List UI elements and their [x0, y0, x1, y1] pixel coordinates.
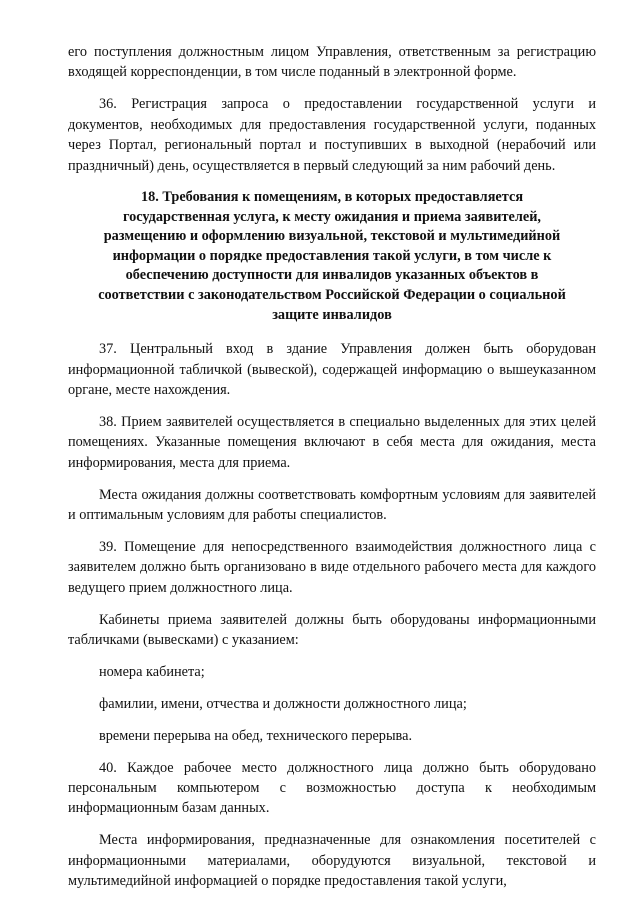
- list-item-cabinet-number: номера кабинета;: [99, 663, 205, 680]
- paragraph-waiting-places: Места ожидания должны соответствовать комфортным условиям для заявителей и оптимальным условиям для работы специалистов.: [68, 486, 596, 523]
- paragraph-info-places: Места информирования, предназначенные для ознакомления посетителей с информационными материалами, оборудуются визуальной, текстовой и мультимедийной информацией о порядке предоставления такой услуги,: [68, 832, 596, 890]
- paragraph-39: 39. Помещение для непосредственного взаимодействия должностного лица с заявителем должно быть организовано в виде отдельного рабочего места для каждого ведущего прием должностного лица.: [68, 538, 596, 596]
- list-item-break-time: времени перерыва на обед, технического перерыва.: [99, 727, 413, 744]
- paragraph-36: 36. Регистрация запроса о предоставлении государственной услуги и документов, необходимых для предоставления государственной услуги, поданных через Портал, региональный портал и поступивших в выходной (нерабочий или праздничный) день, осуществляется в первый следующий за ним рабочий день.: [68, 96, 596, 174]
- paragraph-38: 38. Прием заявителей осуществляется в специально выделенных для этих целей помещениях. Указанные помещения включают в себя места для ожидания, места информирования, места для приема.: [68, 413, 596, 471]
- paragraph-37: 37. Центральный вход в здание Управления должен быть оборудован информационной табличкой (вывеской), содержащей информацию о вышеуказанном органе, месте нахождения.: [68, 341, 596, 398]
- section-heading: 18. Требования к помещениям, в которых предоставляется государственная услуга, к месту ожидания и приема заявителей, размещению и оформлению визуальной, текстовой и мультимедийной информации о порядке предоставления такой услуги, в том числе к обеспечению доступности для инвалидов указанных объектов в соответствии с законодательством Российской Федерации о социальной защите инвалидов: [98, 188, 566, 323]
- list-item-full-name: фамилии, имени, отчества и должности должностного лица;: [99, 695, 467, 712]
- paragraph-cabinets: Кабинеты приема заявителей должны быть оборудованы информационными табличками (вывесками) с указанием:: [68, 611, 596, 648]
- document-page: [68, 42, 596, 903]
- paragraph-continuation: его поступления должностным лицом Управления, ответственным за регистрацию входящей корреспонденции, в том числе поданный в электронной форме.: [68, 44, 596, 81]
- paragraph-40: 40. Каждое рабочее место должностного лица должно быть оборудовано персональным компьютером с возможностью доступа к необходимым информационным базам данных.: [68, 759, 596, 817]
